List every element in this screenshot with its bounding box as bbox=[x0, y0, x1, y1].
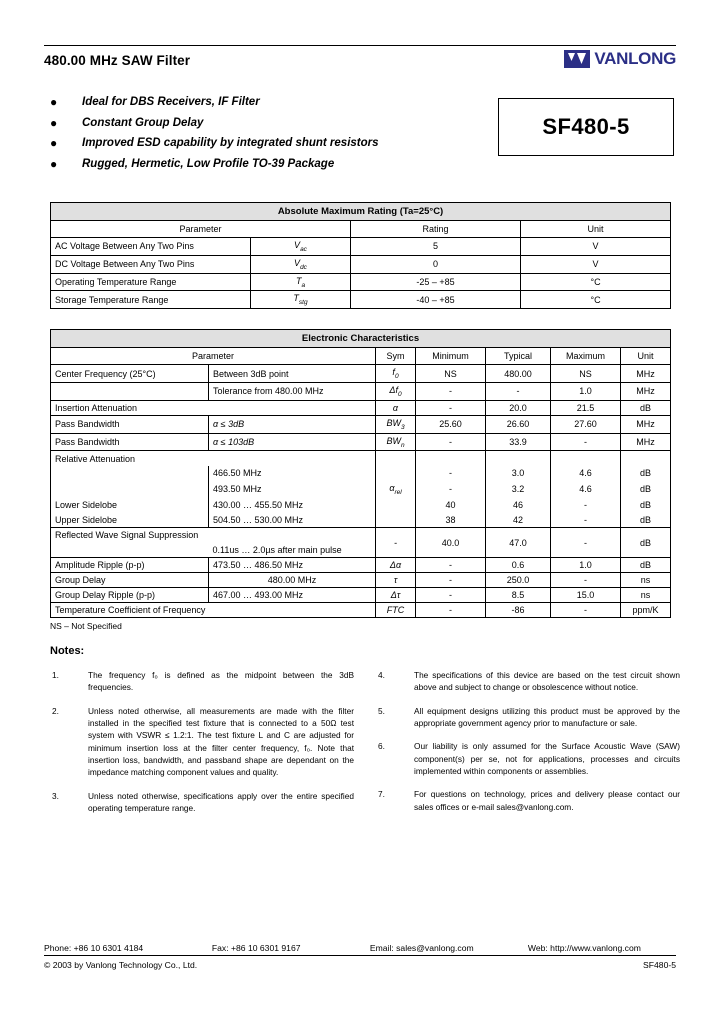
cell-condition: 493.50 MHz bbox=[209, 481, 376, 498]
sym-base: α bbox=[389, 482, 395, 493]
table-row bbox=[51, 238, 671, 256]
sym-sub: 0 bbox=[397, 390, 402, 398]
cell-typ: - bbox=[486, 382, 551, 400]
cell-unit: dB bbox=[621, 400, 671, 415]
sym-base: τ bbox=[393, 575, 398, 586]
cell-min: - bbox=[416, 382, 486, 400]
not-specified-footnote: NS – Not Specified bbox=[50, 621, 122, 632]
cell-unit: MHz bbox=[621, 382, 671, 400]
cell-min: 38 bbox=[416, 513, 486, 528]
footer-web: Web: http://www.vanlong.com bbox=[527, 943, 641, 953]
cell-symbol bbox=[251, 238, 351, 256]
cell-symbol bbox=[376, 513, 416, 528]
cell-parameter: Pass Bandwidth bbox=[51, 415, 209, 433]
cell-symbol bbox=[376, 558, 416, 573]
sym-sub: 0 bbox=[394, 372, 399, 380]
cell-min: 40 bbox=[416, 498, 486, 513]
cell-condition: α ≤ 103dB bbox=[209, 433, 376, 451]
sym-sub: n bbox=[400, 441, 405, 449]
column-header-unit: Unit bbox=[521, 221, 671, 238]
cell-unit: ppm/K bbox=[621, 603, 671, 618]
cell-rating: -25 – +85 bbox=[351, 273, 521, 291]
sym-base: FTC bbox=[386, 605, 405, 616]
cell-parameter: DC Voltage Between Any Two Pins bbox=[51, 255, 251, 273]
list-item bbox=[44, 113, 484, 134]
cell-symbol bbox=[376, 433, 416, 451]
sym-base: f bbox=[392, 367, 395, 378]
footer-phone: Phone: +86 10 6301 4184 bbox=[44, 943, 144, 953]
cell-typ: 3.2 bbox=[486, 481, 551, 498]
table-row bbox=[51, 433, 671, 451]
cell-typ: 0.6 bbox=[486, 558, 551, 573]
sym-base: V bbox=[294, 240, 301, 250]
cell-symbol bbox=[376, 400, 416, 415]
footer-email: Email: sales@vanlong.com bbox=[369, 943, 474, 953]
table-row bbox=[51, 382, 671, 400]
cell-parameter: Reflected Wave Signal Suppression bbox=[51, 528, 376, 543]
cell-condition: Tolerance from 480.00 MHz bbox=[209, 382, 376, 400]
cell-unit: °C bbox=[521, 273, 671, 291]
cell-min bbox=[416, 451, 486, 466]
table-title-row bbox=[51, 203, 671, 221]
sym-sub: ac bbox=[300, 245, 307, 253]
sym-base: Δτ bbox=[390, 590, 401, 601]
note-text: All equipment designs utilizing this product must be approved by the appropriate government agency prior to manufacture or sale. bbox=[414, 705, 680, 729]
cell-unit: MHz bbox=[621, 433, 671, 451]
note-item bbox=[50, 790, 354, 815]
cell-parameter: Group Delay bbox=[51, 573, 209, 588]
note-item bbox=[50, 705, 354, 779]
table-title-row bbox=[51, 330, 671, 348]
cell-rating: 5 bbox=[351, 238, 521, 256]
column-header-unit: Unit bbox=[621, 348, 671, 365]
note-text: The frequency f₀ is defined as the midpoint between the 3dB frequencies. bbox=[88, 670, 354, 693]
sym-base: α bbox=[392, 402, 399, 413]
cell-rating: 0 bbox=[351, 255, 521, 273]
sym-base: T bbox=[293, 293, 299, 304]
table-row bbox=[51, 415, 671, 433]
note-text: For questions on technology, prices and delivery please contact our sales offices or e-mail sales@vanlong.com. bbox=[414, 789, 680, 812]
cell-condition: Between 3dB point bbox=[209, 365, 376, 383]
cell-unit: V bbox=[521, 238, 671, 256]
cell-parameter: Center Frequency (25°C) bbox=[51, 365, 209, 383]
cell-parameter: Storage Temperature Range bbox=[51, 291, 251, 309]
cell-unit: dB bbox=[621, 481, 671, 498]
cell-max: 27.60 bbox=[551, 415, 621, 433]
cell-min: - bbox=[416, 588, 486, 603]
cell-condition: 0.11us … 2.0µs after main pulse bbox=[209, 543, 376, 558]
cell-unit: dB bbox=[621, 558, 671, 573]
cell-parameter: Lower Sidelobe bbox=[51, 498, 209, 513]
column-header-parameter: Parameter bbox=[51, 348, 376, 365]
note-number: 2. bbox=[52, 705, 59, 716]
cell-rating: -40 – +85 bbox=[351, 291, 521, 309]
column-header-sym: Sym bbox=[376, 348, 416, 365]
sym-base: - bbox=[394, 537, 397, 548]
cell-min: - bbox=[416, 558, 486, 573]
cell-min: - bbox=[416, 573, 486, 588]
cell-max bbox=[551, 451, 621, 466]
note-number: 6. bbox=[378, 741, 385, 752]
cell-typ: 33.9 bbox=[486, 433, 551, 451]
cell-min: 40.0 bbox=[416, 528, 486, 558]
table-row bbox=[51, 573, 671, 588]
bullet-icon: ● bbox=[50, 95, 58, 109]
cell-condition: 480.00 MHz bbox=[209, 573, 376, 588]
table-row bbox=[51, 365, 671, 383]
feature-list bbox=[44, 92, 484, 174]
table-row bbox=[51, 528, 671, 543]
feature-text: Ideal for DBS Receivers, IF Filter bbox=[82, 96, 260, 108]
cell-parameter: Upper Sidelobe bbox=[51, 513, 209, 528]
cell-min: - bbox=[416, 433, 486, 451]
notes-heading: Notes: bbox=[50, 645, 85, 658]
sym-sub: a bbox=[301, 281, 306, 289]
cell-spacer bbox=[51, 543, 209, 558]
feature-text: Constant Group Delay bbox=[82, 116, 204, 129]
note-number: 3. bbox=[52, 790, 59, 801]
cell-symbol bbox=[376, 382, 416, 400]
notes-column-right bbox=[376, 669, 680, 825]
note-number: 5. bbox=[378, 705, 385, 716]
cell-condition: 467.00 … 493.00 MHz bbox=[209, 588, 376, 603]
note-text: Unless noted otherwise, specifications apply over the entire specified operating temperature range. bbox=[88, 790, 354, 813]
cell-symbol bbox=[251, 255, 351, 273]
cell-parameter: Operating Temperature Range bbox=[51, 273, 251, 291]
cell-max: 1.0 bbox=[551, 382, 621, 400]
sym-base: BW bbox=[386, 435, 401, 446]
table-row bbox=[51, 513, 671, 528]
cell-parameter: Temperature Coefficient of Frequency bbox=[51, 603, 376, 618]
table-row bbox=[51, 466, 671, 481]
sym-base: Δf bbox=[389, 384, 398, 395]
cell-condition: 473.50 … 486.50 MHz bbox=[209, 558, 376, 573]
vanlong-logo bbox=[564, 49, 676, 69]
feature-text: Improved ESD capability by integrated shunt resistors bbox=[82, 137, 379, 149]
cell-typ: 26.60 bbox=[486, 415, 551, 433]
footer-copyright-row bbox=[44, 956, 676, 970]
cell-max: - bbox=[551, 528, 621, 558]
cell-parameter: Pass Bandwidth bbox=[51, 433, 209, 451]
sym-sub: stg bbox=[298, 299, 308, 307]
cell-typ: 46 bbox=[486, 498, 551, 513]
intro-section bbox=[44, 92, 676, 188]
column-header-parameter: Parameter bbox=[51, 221, 351, 238]
column-header-maximum: Maximum bbox=[551, 348, 621, 365]
cell-symbol bbox=[376, 528, 416, 558]
cell-unit: dB bbox=[621, 528, 671, 558]
cell-symbol bbox=[376, 451, 416, 466]
column-header-typical: Typical bbox=[486, 348, 551, 365]
table-row bbox=[51, 498, 671, 513]
note-number: 1. bbox=[52, 670, 59, 681]
cell-symbol bbox=[376, 573, 416, 588]
cell-typ: 20.0 bbox=[486, 400, 551, 415]
cell-max: - bbox=[551, 573, 621, 588]
note-text: Unless noted otherwise, all measurements are made with the filter installed in the specified test fixture that is connected to a 50Ω test system with VSWR ≤ 1.2:1. The test fixture L and C are adjusted for minimum insertion loss at the filter center frequency, f₀. Note that insertion loss, bandwidth, and passband shape are dependant on the impedance matching component values and quality. bbox=[88, 705, 354, 778]
note-number: 4. bbox=[378, 670, 385, 681]
note-number: 7. bbox=[378, 789, 385, 800]
sym-sub: rel bbox=[394, 488, 402, 496]
table-row bbox=[51, 558, 671, 573]
page-footer bbox=[44, 943, 676, 970]
cell-condition: α ≤ 3dB bbox=[209, 415, 376, 433]
cell-unit: MHz bbox=[621, 365, 671, 383]
table-row bbox=[51, 400, 671, 415]
sym-base: BW bbox=[386, 417, 401, 428]
cell-parameter: Insertion Attenuation bbox=[51, 400, 376, 415]
note-item bbox=[376, 705, 680, 730]
table-row bbox=[51, 291, 671, 309]
cell-max: 4.6 bbox=[551, 481, 621, 498]
cell-typ: 47.0 bbox=[486, 528, 551, 558]
cell-symbol bbox=[376, 415, 416, 433]
header-divider bbox=[44, 45, 676, 46]
part-number: SF480-5 bbox=[542, 114, 630, 139]
column-header-rating: Rating bbox=[351, 221, 521, 238]
cell-unit: V bbox=[521, 255, 671, 273]
cell-symbol bbox=[251, 291, 351, 309]
notes-section bbox=[50, 669, 680, 825]
cell-min: - bbox=[416, 481, 486, 498]
table-row bbox=[51, 588, 671, 603]
table-row bbox=[51, 451, 671, 466]
cell-max: 1.0 bbox=[551, 558, 621, 573]
cell-typ: 42 bbox=[486, 513, 551, 528]
part-number-box bbox=[498, 98, 674, 156]
cell-symbol bbox=[376, 365, 416, 383]
cell-unit: ns bbox=[621, 573, 671, 588]
note-item bbox=[376, 788, 680, 813]
cell-max: 21.5 bbox=[551, 400, 621, 415]
cell-max: - bbox=[551, 513, 621, 528]
cell-unit bbox=[621, 451, 671, 466]
cell-min: - bbox=[416, 466, 486, 481]
cell-typ: 250.0 bbox=[486, 573, 551, 588]
note-item bbox=[376, 740, 680, 777]
page-title: 480.00 MHz SAW Filter bbox=[44, 53, 191, 68]
note-item bbox=[376, 669, 680, 694]
cell-typ: 480.00 bbox=[486, 365, 551, 383]
cell-symbol bbox=[376, 498, 416, 513]
list-item bbox=[44, 92, 484, 113]
table-header-row bbox=[51, 221, 671, 238]
bullet-icon: ● bbox=[50, 156, 58, 171]
cell-symbol bbox=[376, 588, 416, 603]
cell-symbol bbox=[376, 466, 416, 481]
note-text: Our liability is only assumed for the Surface Acoustic Wave (SAW) component(s) per se, not for applications, processes and circuits implemented within components or assemblies. bbox=[414, 741, 680, 776]
cell-parameter: AC Voltage Between Any Two Pins bbox=[51, 238, 251, 256]
cell-max: 15.0 bbox=[551, 588, 621, 603]
cell-parameter bbox=[51, 382, 209, 400]
cell-unit: dB bbox=[621, 466, 671, 481]
cell-condition: 504.50 … 530.00 MHz bbox=[209, 513, 376, 528]
cell-symbol bbox=[251, 273, 351, 291]
electronic-characteristics-table bbox=[50, 329, 671, 618]
note-text: The specifications of this device are based on the test circuit shown above and subject to change or obsolescence without notice. bbox=[414, 670, 680, 693]
footer-copyright: © 2003 by Vanlong Technology Co., Ltd. bbox=[44, 960, 198, 970]
vanlong-v-mark bbox=[564, 50, 590, 68]
cell-typ bbox=[486, 451, 551, 466]
cell-max: - bbox=[551, 433, 621, 451]
cell-max: - bbox=[551, 498, 621, 513]
cell-unit: ns bbox=[621, 588, 671, 603]
list-item bbox=[44, 154, 484, 175]
column-header-minimum: Minimum bbox=[416, 348, 486, 365]
cell-typ: -86 bbox=[486, 603, 551, 618]
feature-text: Rugged, Hermetic, Low Profile TO-39 Package bbox=[82, 157, 335, 170]
cell-max: NS bbox=[551, 365, 621, 383]
cell-unit: dB bbox=[621, 498, 671, 513]
sym-base: T bbox=[295, 275, 302, 286]
cell-unit: °C bbox=[521, 291, 671, 309]
cell-condition: 466.50 MHz bbox=[209, 466, 376, 481]
cell-min: NS bbox=[416, 365, 486, 383]
cell-parameter bbox=[51, 466, 209, 481]
table-title: Electronic Characteristics bbox=[51, 330, 671, 348]
page-header bbox=[44, 45, 676, 79]
logo-wordmark: VANLONG bbox=[594, 49, 676, 68]
cell-symbol bbox=[376, 481, 416, 498]
cell-condition: 430.00 … 455.50 MHz bbox=[209, 498, 376, 513]
sym-base: V bbox=[294, 257, 301, 268]
table-row bbox=[51, 603, 671, 618]
absolute-maximum-rating-table bbox=[50, 202, 671, 309]
footer-contact-row bbox=[44, 943, 676, 956]
cell-typ: 8.5 bbox=[486, 588, 551, 603]
cell-symbol bbox=[376, 603, 416, 618]
cell-parameter: Relative Attenuation bbox=[51, 451, 376, 466]
table-row bbox=[51, 481, 671, 498]
cell-typ: 3.0 bbox=[486, 466, 551, 481]
bullet-icon: ● bbox=[50, 136, 58, 150]
cell-parameter bbox=[51, 481, 209, 498]
cell-min: - bbox=[416, 603, 486, 618]
footer-fax: Fax: +86 10 6301 9167 bbox=[211, 943, 301, 953]
cell-unit: dB bbox=[621, 513, 671, 528]
cell-min: 25.60 bbox=[416, 415, 486, 433]
note-item bbox=[50, 669, 354, 694]
table-row bbox=[51, 273, 671, 291]
cell-max: 4.6 bbox=[551, 466, 621, 481]
notes-column-left bbox=[50, 669, 354, 825]
table-row bbox=[51, 255, 671, 273]
table-title: Absolute Maximum Rating (Ta=25°C) bbox=[51, 203, 671, 221]
cell-min: - bbox=[416, 400, 486, 415]
footer-part-number: SF480-5 bbox=[643, 960, 676, 970]
sym-sub: dc bbox=[300, 263, 307, 271]
sym-base: Δα bbox=[389, 560, 402, 571]
sym-sub: 3 bbox=[400, 423, 405, 431]
cell-parameter: Amplitude Ripple (p-p) bbox=[51, 558, 209, 573]
list-item bbox=[44, 133, 484, 154]
cell-parameter: Group Delay Ripple (p-p) bbox=[51, 588, 209, 603]
cell-max: - bbox=[551, 603, 621, 618]
bullet-icon: ● bbox=[50, 115, 58, 130]
cell-unit: MHz bbox=[621, 415, 671, 433]
table-header-row bbox=[51, 348, 671, 365]
